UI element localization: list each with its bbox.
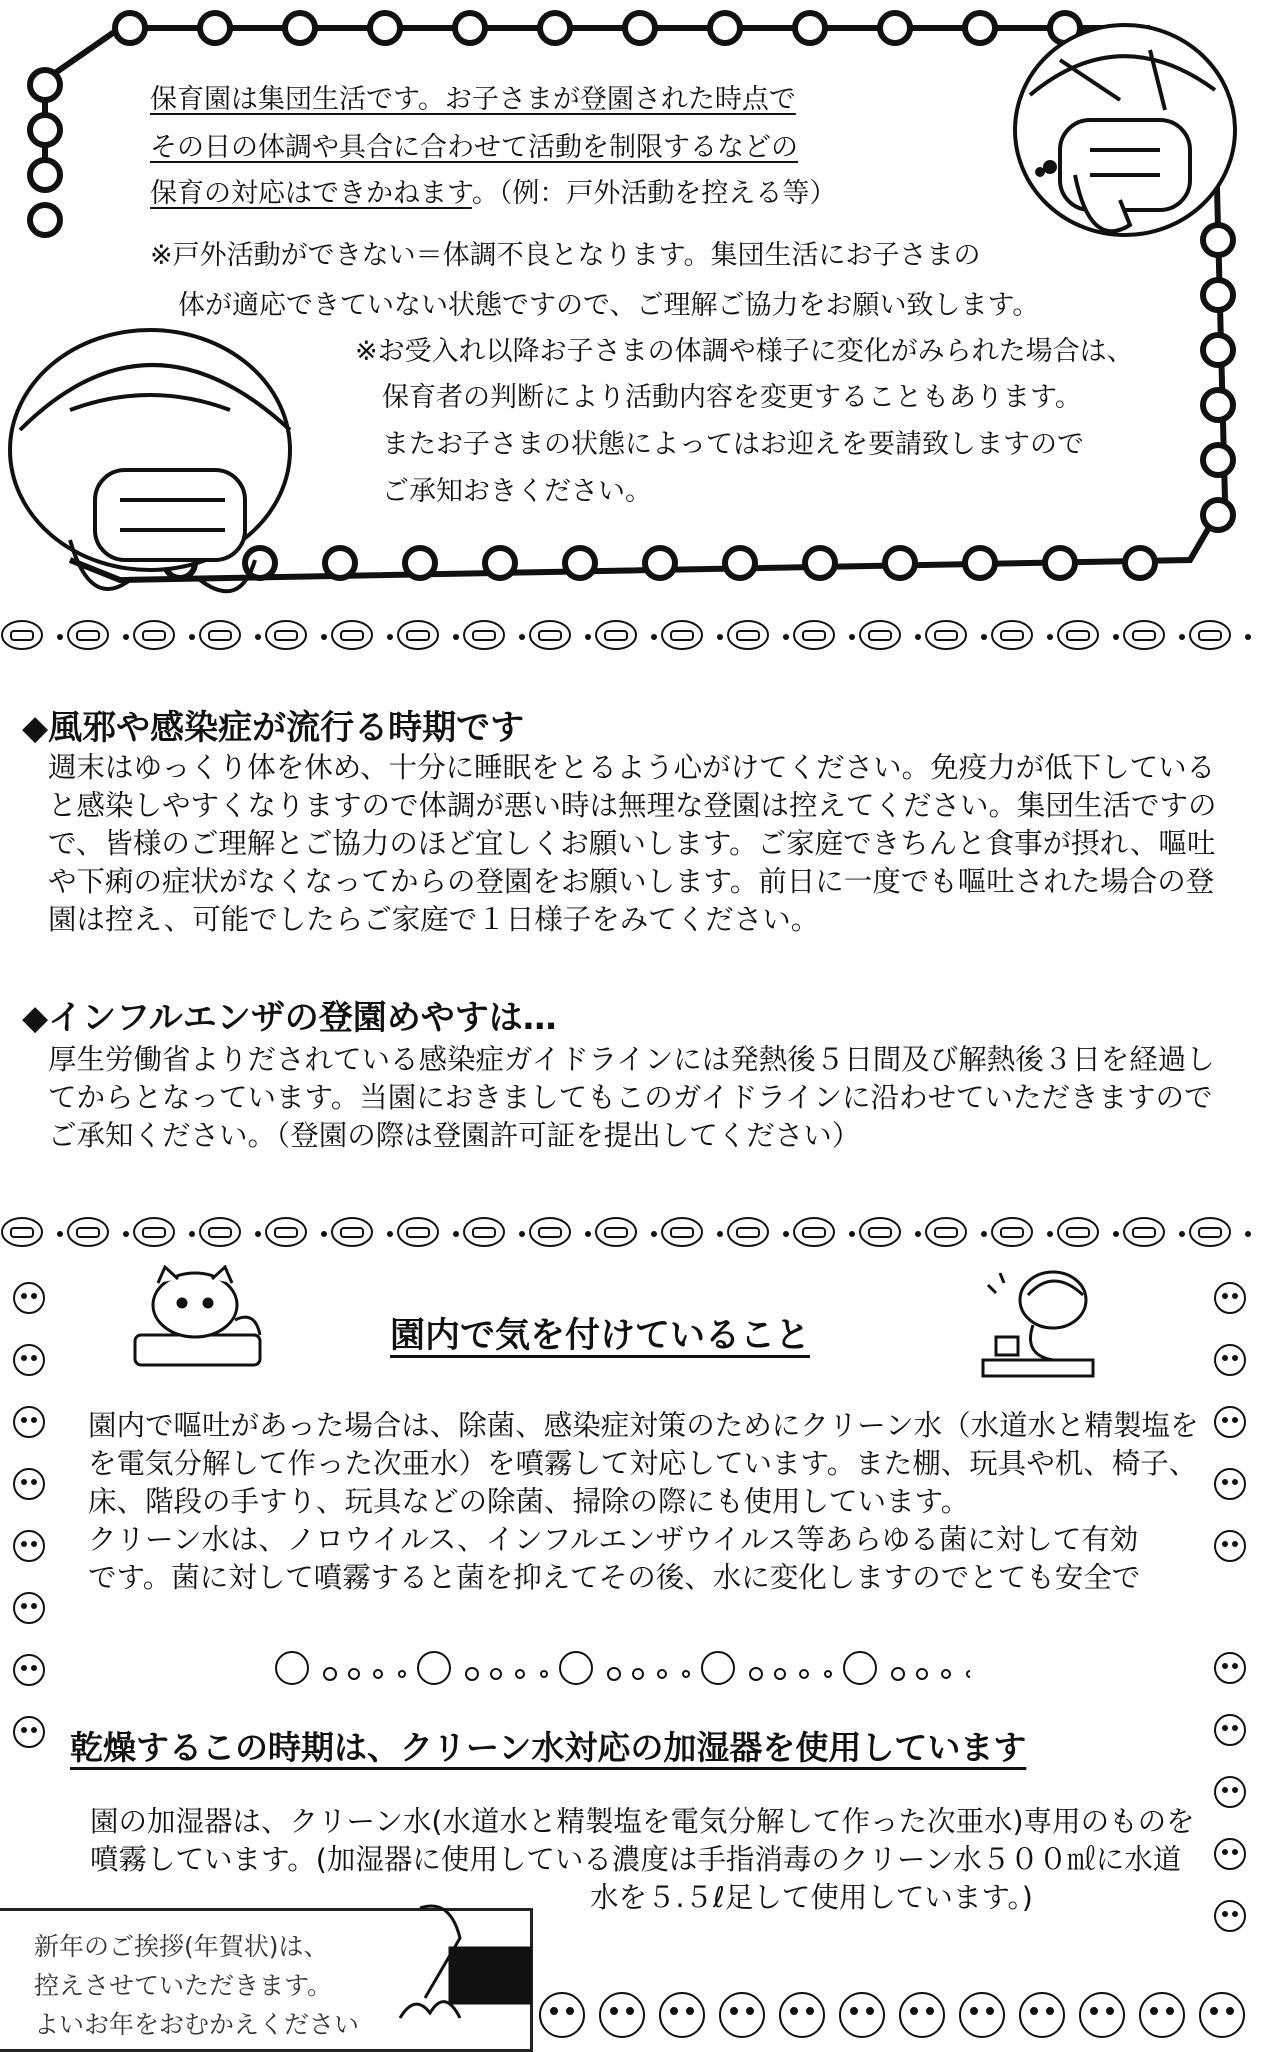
bubble [324, 1668, 336, 1680]
new-year-line-2: 控えさせていただきます。 [34, 1971, 333, 2000]
germ-icon [1124, 1218, 1164, 1246]
frame-bead [880, 13, 910, 43]
germ-icon [332, 621, 372, 649]
humidifier-section-title: 乾燥するこの時期は、クリーン水対応の加湿器を使用しています [70, 1728, 1027, 1767]
character-icon [14, 1593, 44, 1623]
germ-icon [662, 621, 702, 649]
character-icon [14, 1407, 44, 1437]
character-icon [1215, 1653, 1245, 1683]
germ-icon [266, 621, 306, 649]
coughing-child-illustration [978, 1265, 1098, 1380]
zodiac-animal-icon [600, 1993, 644, 2037]
cold-section-heading: ◆風邪や感染症が流行る時期です [22, 708, 525, 748]
germ-icon [530, 1218, 570, 1246]
germ-icon [860, 1218, 900, 1246]
right-character-column-top [1205, 1270, 1255, 1570]
frame-bead [30, 205, 60, 235]
frame-bead [455, 13, 485, 43]
flu-line-3: ご承知ください。（登園の際は登園許可証を提出してください） [48, 1119, 861, 1152]
germ-icon [794, 621, 834, 649]
frame-bead [30, 160, 60, 190]
frame-bead [485, 548, 515, 578]
germ-icon [68, 1218, 108, 1246]
character-icon [1215, 1777, 1245, 1807]
note2-line-4: ご承知おきください。 [382, 476, 652, 507]
character-icon [14, 1531, 44, 1561]
frame-bead [710, 13, 740, 43]
character-icon [1215, 1283, 1245, 1313]
children-bubble-decoration [270, 1648, 970, 1692]
cold-line-2: と感染しやすくなりますので体調が悪い時は無理な登園は控えてください。集団生活ですの [48, 789, 1217, 822]
germ-icon [200, 621, 240, 649]
bubble [967, 1671, 970, 1677]
frame-bead [405, 548, 435, 578]
bubble [658, 1670, 666, 1678]
germ-icon [68, 621, 108, 649]
character-icon [1215, 1531, 1245, 1561]
frame-bead [795, 13, 825, 43]
germ-icon [728, 1218, 768, 1246]
left-character-column [4, 1270, 54, 1790]
germ-icon [266, 1218, 306, 1246]
germ-decoration-row [0, 615, 1273, 655]
bubble [399, 1671, 405, 1677]
cold-line-4: や下痢の症状がなくなってからの登園をお願いします。前日に一度でも嘔吐された場合の登 [48, 865, 1215, 898]
germ-icon [464, 1218, 504, 1246]
bubble [374, 1670, 382, 1678]
top-notice-line-3: 保育の対応はできかねます。（例：戸外活動を控える等） [150, 178, 837, 209]
frame-bead [325, 548, 355, 578]
bubble [775, 1669, 785, 1679]
bubble [516, 1670, 524, 1678]
germ-icon [200, 1218, 240, 1246]
frame-bead [965, 548, 995, 578]
germ-icon [728, 621, 768, 649]
frame-bead [370, 13, 400, 43]
germ-decoration-row-2 [0, 1212, 1273, 1252]
care-line-5: です。菌に対して噴霧すると菌を抑えてその後、水に変化しますのでとても安全で [88, 1561, 1141, 1594]
germ-icon [860, 621, 900, 649]
character-icon [1215, 1345, 1245, 1375]
germ-icon [134, 621, 174, 649]
bubble [491, 1669, 501, 1679]
frame-bead [965, 13, 995, 43]
zodiac-animal-icon [540, 1993, 584, 2037]
germ-icon [596, 621, 636, 649]
humid-line-3: 水を５.５ℓ足して使用しています。) [590, 1881, 1033, 1914]
child-face-icon [418, 1652, 450, 1684]
zodiac-animal-icon [900, 1993, 944, 2037]
germ-icon [926, 621, 966, 649]
frame-bead [115, 13, 145, 43]
germ-icon [2, 1218, 42, 1246]
zodiac-animal-icon [1200, 1993, 1244, 2037]
care-section-title: 園内で気を付けていること [390, 1316, 811, 1356]
child-face-icon [560, 1652, 592, 1684]
zodiac-animal-icon [840, 1993, 884, 2037]
frame-bead [1203, 225, 1233, 255]
frame-bead [1203, 280, 1233, 310]
germ-icon [992, 1218, 1032, 1246]
bubble [917, 1669, 927, 1679]
bubble [683, 1671, 689, 1677]
frame-bead [1203, 390, 1233, 420]
child-face-icon [844, 1652, 876, 1684]
flu-section-heading: ◆インフルエンザの登園めやすは… [22, 998, 557, 1038]
care-line-2: を電気分解して作った次亜水）を噴霧して対応しています。また棚、玩具や机、椅子、 [88, 1447, 1198, 1480]
germ-icon [596, 1218, 636, 1246]
cold-line-5: 園は控え、可能でしたらご家庭で１日様子をみてください。 [48, 903, 820, 936]
character-icon [14, 1469, 44, 1499]
note1-line-2: 体が適応できていない状態ですので、ご理解ご協力をお願い致します。 [178, 290, 1040, 321]
frame-bead [805, 548, 835, 578]
character-icon [1215, 1901, 1245, 1931]
zodiac-animal-icon [1020, 1993, 1064, 2037]
masked-child-illustration [1015, 25, 1235, 235]
zodiac-animal-icon [660, 1993, 704, 2037]
character-icon [1215, 1407, 1245, 1437]
note2-line-3: またお子さまの状態によってはお迎えを要請致しますので [382, 429, 1084, 460]
character-icon [1215, 1839, 1245, 1869]
germ-icon [398, 621, 438, 649]
frame-bead [1203, 500, 1233, 530]
cold-line-3: で、皆様のご理解とご協力のほど宜しくお願いします。ご家庭できちんと食事が摂れ、嘔吐 [48, 827, 1216, 860]
care-line-1: 園内で嘔吐があった場合は、除菌、感染症対策のためにクリーン水（水道水と精製塩を [88, 1409, 1199, 1442]
character-icon [14, 1717, 44, 1747]
right-character-column-bottom [1205, 1640, 1255, 1940]
bubble [942, 1670, 950, 1678]
frame-bead [540, 13, 570, 43]
germ-icon [332, 1218, 372, 1246]
frame-bead [625, 13, 655, 43]
germ-icon [398, 1218, 438, 1246]
frame-bead [565, 548, 595, 578]
frame-bead [1203, 445, 1233, 475]
germ-icon [794, 1218, 834, 1246]
germ-icon [992, 621, 1032, 649]
bubble [892, 1668, 904, 1680]
bubble [750, 1668, 762, 1680]
germ-icon [926, 1218, 966, 1246]
zodiac-animal-icon [780, 1993, 824, 2037]
child-face-icon [276, 1652, 308, 1684]
zodiac-animals-row [532, 1985, 1267, 2045]
frame-bead [1125, 548, 1155, 578]
frame-bead [1045, 548, 1075, 578]
character-icon [14, 1283, 44, 1313]
frame-bead [200, 13, 230, 43]
germ-icon [1058, 621, 1098, 649]
germ-icon [1058, 1218, 1098, 1246]
flu-line-2: てからとなっています。当園におきましてもこのガイドラインに沿わせていただきますので [48, 1081, 1213, 1114]
germ-icon [1190, 621, 1230, 649]
germ-icon [464, 621, 504, 649]
frame-bead [30, 115, 60, 145]
child-face-icon [702, 1652, 734, 1684]
germ-icon [530, 621, 570, 649]
care-line-3: 床、階段の手すり、玩具などの除菌、掃除の際にも使用しています。 [88, 1485, 970, 1518]
raccoon-handwash-illustration [130, 1265, 270, 1375]
zodiac-animal-icon [1140, 1993, 1184, 2037]
frame-bead [285, 13, 315, 43]
germ-icon [2, 621, 42, 649]
top-notice-line-1: 保育園は集団生活です。お子さまが登園された時点で [150, 84, 796, 115]
care-line-4: クリーン水は、ノロウイルス、インフルエンザウイルス等あらゆる菌に対して有効 [88, 1523, 1139, 1556]
germ-icon [1190, 1218, 1230, 1246]
cold-line-1: 週末はゆっくり体を休め、十分に睡眠をとるよう心がけてください。免疫力が低下している [48, 751, 1216, 784]
character-icon [1215, 1469, 1245, 1499]
flu-line-1: 厚生労働省よりだされている感染症ガイドラインには発熱後５日間及び解熱後３日を経過し [48, 1043, 1215, 1076]
bubble [800, 1670, 808, 1678]
bubble [466, 1668, 478, 1680]
new-year-line-1: 新年のご挨拶(年賀状)は、 [34, 1932, 329, 1961]
frame-bead [725, 548, 755, 578]
frame-bead [645, 548, 675, 578]
frame-bead [885, 548, 915, 578]
bubble [608, 1668, 620, 1680]
bubble [825, 1671, 831, 1677]
frame-bead [1203, 335, 1233, 365]
tag-ribbon-illustration [380, 1898, 540, 2048]
humid-line-2: 噴霧しています。(加湿器に使用している濃度は手指消毒のクリーン水５００㎖に水道 [90, 1843, 1182, 1876]
character-icon [1215, 1715, 1245, 1745]
germ-icon [1124, 621, 1164, 649]
zodiac-animal-icon [720, 1993, 764, 2037]
zodiac-animal-icon [960, 1993, 1004, 2037]
new-year-line-3: よいお年をおむかえください [34, 2010, 360, 2039]
character-icon [14, 1345, 44, 1375]
bubble [349, 1669, 359, 1679]
frame-bead [30, 70, 60, 100]
note2-line-2: 保育者の判断により活動内容を変更することもあります。 [382, 382, 1082, 413]
humid-line-1: 園の加湿器は、クリーン水(水道水と精製塩を電気分解して作った次亜水)専用のものを [90, 1805, 1195, 1838]
top-notice-line-2: その日の体調や具合に合わせて活動を制限するなどの [150, 132, 798, 163]
note1-line-1: ※戸外活動ができない＝体調不良となります。集団生活にお子さまの [150, 240, 981, 271]
bubble [633, 1669, 643, 1679]
germ-icon [134, 1218, 174, 1246]
note2-line-1: ※お受入れ以降お子さまの体調や様子に変化がみられた場合は、 [355, 336, 1134, 367]
germ-icon [662, 1218, 702, 1246]
character-icon [14, 1655, 44, 1685]
bubble [541, 1671, 547, 1677]
zodiac-animal-icon [1080, 1993, 1124, 2037]
